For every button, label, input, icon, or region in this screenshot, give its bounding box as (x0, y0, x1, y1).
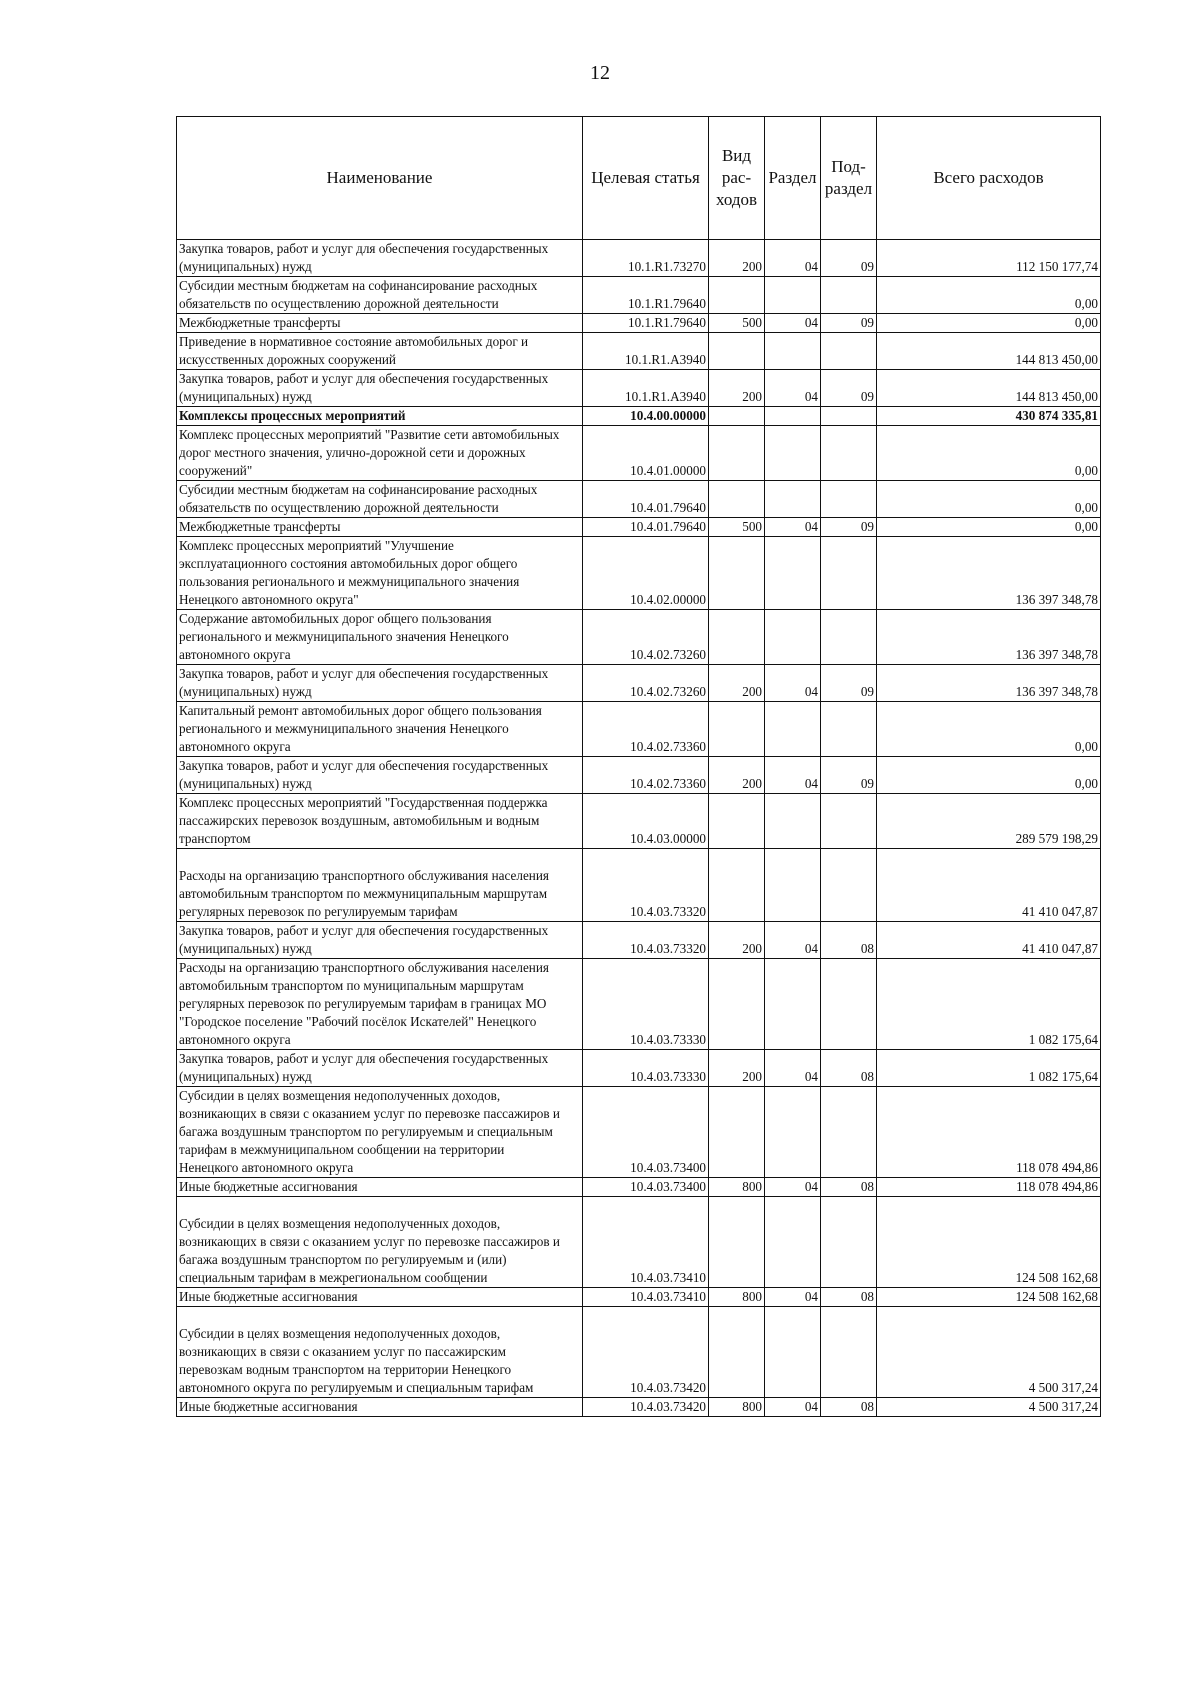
cell-subsection: 09 (821, 370, 877, 407)
cell-total: 124 508 162,68 (877, 1197, 1101, 1288)
cell-subsection: 08 (821, 1178, 877, 1197)
table-row (177, 1178, 1101, 1197)
cell-name: Закупка товаров, работ и услуг для обеспечения государственных (муниципальных) нужд (177, 1050, 583, 1087)
cell-section (765, 481, 821, 518)
header-section: Раздел (765, 117, 821, 240)
header-row (177, 117, 1101, 240)
cell-target-code: 10.4.02.00000 (583, 537, 709, 610)
cell-section: 04 (765, 518, 821, 537)
table-header (177, 117, 1101, 240)
cell-subsection (821, 1307, 877, 1398)
budget-table (176, 116, 1101, 1417)
cell-target-code: 10.4.03.73420 (583, 1307, 709, 1398)
cell-total: 118 078 494,86 (877, 1178, 1101, 1197)
cell-total: 112 150 177,74 (877, 240, 1101, 277)
cell-section (765, 333, 821, 370)
cell-total: 0,00 (877, 481, 1101, 518)
cell-target-code: 10.4.03.73400 (583, 1087, 709, 1178)
cell-subsection: 08 (821, 922, 877, 959)
cell-expense-type: 200 (709, 922, 765, 959)
cell-target-code: 10.4.03.73400 (583, 1178, 709, 1197)
cell-section (765, 426, 821, 481)
table-row (177, 277, 1101, 314)
cell-section: 04 (765, 314, 821, 333)
cell-name: Субсидии в целях возмещения недополученных доходов, возникающих в связи с оказанием услуг по пассажирским перевозкам водным транспортом на территории Ненецкого автономного округа по регулируемым и специальным тарифам (177, 1307, 583, 1398)
table-row (177, 610, 1101, 665)
cell-name: Межбюджетные трансферты (177, 314, 583, 333)
cell-section (765, 702, 821, 757)
cell-total: 4 500 317,24 (877, 1307, 1101, 1398)
cell-section: 04 (765, 665, 821, 702)
cell-subsection: 09 (821, 665, 877, 702)
table-row (177, 959, 1101, 1050)
cell-subsection: 09 (821, 240, 877, 277)
cell-subsection (821, 407, 877, 426)
table-row (177, 849, 1101, 922)
table-row (177, 1050, 1101, 1087)
cell-name: Комплексы процессных мероприятий (177, 407, 583, 426)
cell-section (765, 1197, 821, 1288)
cell-section: 04 (765, 1050, 821, 1087)
cell-name: Расходы на организацию транспортного обслуживания населения автомобильным транспортом по межмуниципальным маршрутам регулярных перевозок по регулируемым тарифам (177, 849, 583, 922)
cell-subsection (821, 537, 877, 610)
cell-total: 430 874 335,81 (877, 407, 1101, 426)
cell-section: 04 (765, 757, 821, 794)
cell-expense-type: 200 (709, 370, 765, 407)
cell-total: 0,00 (877, 314, 1101, 333)
cell-target-code: 10.1.R1.A3940 (583, 333, 709, 370)
header-name: Наименование (177, 117, 583, 240)
cell-name: Приведение в нормативное состояние автомобильных дорог и искусственных дорожных сооружений (177, 333, 583, 370)
cell-target-code: 10.4.00.00000 (583, 407, 709, 426)
cell-name: Содержание автомобильных дорог общего пользования регионального и межмуниципального значения Ненецкого автономного округа (177, 610, 583, 665)
cell-expense-type (709, 426, 765, 481)
cell-target-code: 10.4.02.73260 (583, 610, 709, 665)
table-row (177, 1307, 1101, 1398)
cell-name: Закупка товаров, работ и услуг для обеспечения государственных (муниципальных) нужд (177, 922, 583, 959)
cell-target-code: 10.4.01.79640 (583, 518, 709, 537)
cell-name: Закупка товаров, работ и услуг для обеспечения государственных (муниципальных) нужд (177, 757, 583, 794)
cell-target-code: 10.1.R1.79640 (583, 314, 709, 333)
cell-subsection (821, 959, 877, 1050)
cell-expense-type (709, 277, 765, 314)
cell-name: Расходы на организацию транспортного обслуживания населения автомобильным транспортом по муниципальным маршрутам регулярных перевозок по регулируемым тарифам в границах МО "Городское поселение "Рабочий посёлок Искателей" Ненецкого автономного округа (177, 959, 583, 1050)
cell-name: Субсидии местным бюджетам на софинансирование расходных обязательств по осуществлению дорожной деятельности (177, 277, 583, 314)
cell-expense-type (709, 794, 765, 849)
table-row (177, 426, 1101, 481)
cell-section: 04 (765, 1178, 821, 1197)
cell-target-code: 10.4.01.00000 (583, 426, 709, 481)
cell-total: 1 082 175,64 (877, 959, 1101, 1050)
cell-expense-type (709, 407, 765, 426)
cell-subsection (821, 481, 877, 518)
cell-target-code: 10.4.02.73360 (583, 702, 709, 757)
table-row (177, 518, 1101, 537)
cell-total: 124 508 162,68 (877, 1288, 1101, 1307)
cell-expense-type: 500 (709, 518, 765, 537)
cell-subsection (821, 702, 877, 757)
cell-expense-type: 800 (709, 1398, 765, 1417)
table-row (177, 537, 1101, 610)
cell-total: 41 410 047,87 (877, 922, 1101, 959)
table-row (177, 702, 1101, 757)
cell-subsection: 09 (821, 518, 877, 537)
cell-section (765, 849, 821, 922)
cell-name: Иные бюджетные ассигнования (177, 1178, 583, 1197)
cell-total: 0,00 (877, 518, 1101, 537)
cell-target-code: 10.4.03.73410 (583, 1197, 709, 1288)
cell-subsection (821, 333, 877, 370)
cell-section (765, 610, 821, 665)
cell-section (765, 794, 821, 849)
table-row (177, 1398, 1101, 1417)
cell-subsection (821, 794, 877, 849)
table-row (177, 665, 1101, 702)
cell-expense-type (709, 849, 765, 922)
cell-expense-type (709, 1087, 765, 1178)
cell-expense-type (709, 1197, 765, 1288)
cell-expense-type: 200 (709, 757, 765, 794)
header-total: Всего расходов (877, 117, 1101, 240)
cell-expense-type (709, 702, 765, 757)
cell-section: 04 (765, 922, 821, 959)
cell-section: 04 (765, 240, 821, 277)
cell-subsection (821, 849, 877, 922)
cell-subsection (821, 1087, 877, 1178)
cell-section (765, 407, 821, 426)
cell-name: Комплекс процессных мероприятий "Развитие сети автомобильных дорог местного значения, улично-дорожной сети и дорожных сооружений" (177, 426, 583, 481)
cell-target-code: 10.4.03.73330 (583, 1050, 709, 1087)
table-row (177, 794, 1101, 849)
cell-expense-type (709, 959, 765, 1050)
cell-total: 136 397 348,78 (877, 610, 1101, 665)
cell-target-code: 10.4.03.73410 (583, 1288, 709, 1307)
table-row (177, 922, 1101, 959)
cell-subsection (821, 277, 877, 314)
cell-target-code: 10.4.03.73320 (583, 922, 709, 959)
table-row (177, 1288, 1101, 1307)
table-row (177, 314, 1101, 333)
cell-name: Капитальный ремонт автомобильных дорог общего пользования регионального и межмуниципального значения Ненецкого автономного округа (177, 702, 583, 757)
cell-expense-type: 800 (709, 1288, 765, 1307)
cell-subsection (821, 1197, 877, 1288)
cell-name: Комплекс процессных мероприятий "Улучшение эксплуатационного состояния автомобильных дорог общего пользования регионального и межмуниципального значения Ненецкого автономного округа" (177, 537, 583, 610)
table-row (177, 333, 1101, 370)
cell-total: 118 078 494,86 (877, 1087, 1101, 1178)
cell-expense-type: 200 (709, 1050, 765, 1087)
cell-total: 289 579 198,29 (877, 794, 1101, 849)
cell-name: Иные бюджетные ассигнования (177, 1398, 583, 1417)
cell-subsection (821, 426, 877, 481)
cell-target-code: 10.1.R1.73270 (583, 240, 709, 277)
cell-total: 0,00 (877, 277, 1101, 314)
cell-total: 144 813 450,00 (877, 333, 1101, 370)
cell-expense-type: 200 (709, 240, 765, 277)
cell-section: 04 (765, 1398, 821, 1417)
cell-target-code: 10.1.R1.79640 (583, 277, 709, 314)
cell-expense-type (709, 481, 765, 518)
cell-section (765, 277, 821, 314)
cell-expense-type (709, 333, 765, 370)
cell-name: Межбюджетные трансферты (177, 518, 583, 537)
cell-target-code: 10.4.03.00000 (583, 794, 709, 849)
cell-total: 41 410 047,87 (877, 849, 1101, 922)
cell-total: 0,00 (877, 757, 1101, 794)
cell-target-code: 10.4.03.73330 (583, 959, 709, 1050)
cell-target-code: 10.1.R1.A3940 (583, 370, 709, 407)
cell-name: Закупка товаров, работ и услуг для обеспечения государственных (муниципальных) нужд (177, 240, 583, 277)
cell-expense-type (709, 537, 765, 610)
header-code: Целевая статья (583, 117, 709, 240)
cell-name: Субсидии местным бюджетам на софинансирование расходных обязательств по осуществлению дорожной деятельности (177, 481, 583, 518)
cell-section (765, 537, 821, 610)
table-row (177, 481, 1101, 518)
page-number: 12 (590, 62, 610, 84)
cell-section (765, 959, 821, 1050)
cell-total: 136 397 348,78 (877, 665, 1101, 702)
cell-total: 0,00 (877, 702, 1101, 757)
table-row (177, 1087, 1101, 1178)
cell-subsection: 08 (821, 1398, 877, 1417)
cell-expense-type: 800 (709, 1178, 765, 1197)
cell-target-code: 10.4.03.73320 (583, 849, 709, 922)
cell-target-code: 10.4.01.79640 (583, 481, 709, 518)
cell-total: 0,00 (877, 426, 1101, 481)
cell-subsection: 09 (821, 314, 877, 333)
cell-expense-type: 500 (709, 314, 765, 333)
cell-name: Закупка товаров, работ и услуг для обеспечения государственных (муниципальных) нужд (177, 665, 583, 702)
table-row (177, 757, 1101, 794)
cell-subsection: 09 (821, 757, 877, 794)
cell-total: 136 397 348,78 (877, 537, 1101, 610)
cell-section: 04 (765, 370, 821, 407)
cell-total: 1 082 175,64 (877, 1050, 1101, 1087)
cell-target-code: 10.4.02.73360 (583, 757, 709, 794)
cell-expense-type (709, 610, 765, 665)
table-row (177, 407, 1101, 426)
cell-name: Комплекс процессных мероприятий "Государственная поддержка пассажирских перевозок воздушным, автомобильным и водным транспортом (177, 794, 583, 849)
cell-section (765, 1307, 821, 1398)
cell-name: Закупка товаров, работ и услуг для обеспечения государственных (муниципальных) нужд (177, 370, 583, 407)
table-row (177, 240, 1101, 277)
cell-name: Иные бюджетные ассигнования (177, 1288, 583, 1307)
table-body (177, 240, 1101, 1417)
cell-section: 04 (765, 1288, 821, 1307)
cell-section (765, 1087, 821, 1178)
table-row (177, 370, 1101, 407)
cell-total: 4 500 317,24 (877, 1398, 1101, 1417)
cell-target-code: 10.4.03.73420 (583, 1398, 709, 1417)
cell-subsection: 08 (821, 1050, 877, 1087)
cell-subsection (821, 610, 877, 665)
cell-target-code: 10.4.02.73260 (583, 665, 709, 702)
cell-name: Субсидии в целях возмещения недополученных доходов, возникающих в связи с оказанием услуг по перевозке пассажиров и багажа воздушным транспортом по регулируемым и (или) специальным тарифам в межрегиональном сообщении (177, 1197, 583, 1288)
header-expense-type: Вид рас- ходов (709, 117, 765, 240)
cell-subsection: 08 (821, 1288, 877, 1307)
cell-expense-type (709, 1307, 765, 1398)
cell-total: 144 813 450,00 (877, 370, 1101, 407)
table-row (177, 1197, 1101, 1288)
cell-name: Субсидии в целях возмещения недополученных доходов, возникающих в связи с оказанием услуг по перевозке пассажиров и багажа воздушным транспортом по регулируемым и специальным тарифам в межмуниципальном сообщении на территории Ненецкого автономного округа (177, 1087, 583, 1178)
cell-expense-type: 200 (709, 665, 765, 702)
header-subsection: Под- раздел (821, 117, 877, 240)
